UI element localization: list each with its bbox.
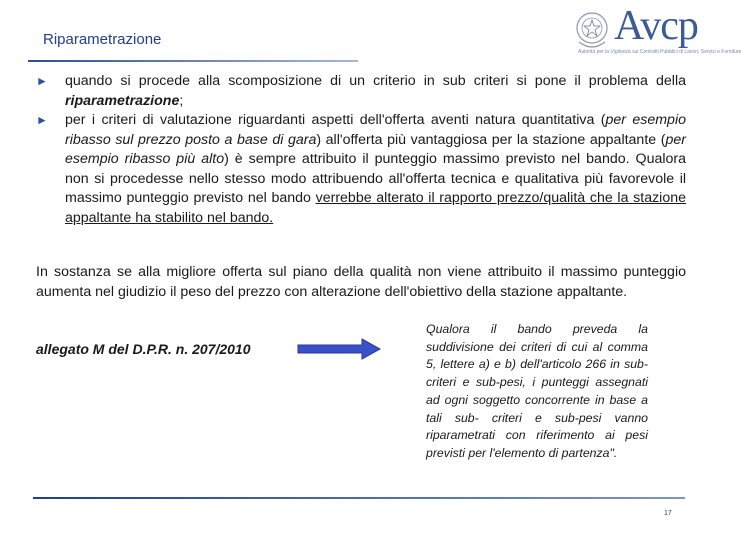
underlined-text: verrebbe alterato il rapporto prezzo/qualità che la stazione appaltante ha stabilito nel bando. xyxy=(65,190,686,226)
page-title: Riparametrazione xyxy=(43,31,162,48)
annex-label: allegato M del D.P.R. n. 207/2010 xyxy=(36,341,251,357)
footer-divider xyxy=(33,497,685,499)
header-divider xyxy=(28,60,358,62)
logo-wordmark: Avcp xyxy=(614,3,698,49)
page-number: 17 xyxy=(664,510,672,517)
avcp-logo xyxy=(574,3,741,60)
logo-subtitle: Autorità per la Vigilanza sui Contratti Pubblici di Lavori, Servizi e Forniture xyxy=(578,49,741,55)
triangle-bullet-icon: ► xyxy=(36,113,48,127)
right-arrow-icon xyxy=(298,337,382,361)
summary-paragraph: In sostanza se alla migliore offerta sul piano della qualità non viene attribuito il massimo punteggio aumenta nel giudizio il peso del prezzo con alterazione dell'obiettivo della stazione appaltante. xyxy=(36,264,686,300)
list-item: ► per i criteri di valutazione riguardanti aspetti dell'offerta aventi natura quantitativa (per esempio ribasso sul prezzo posto a base di gara) all'offerta più vantaggiosa per la stazione appaltante (per esempio ribasso più alto) è sempre attribuito il punteggio massimo previsto nel bando. Qualora non si procedesse nello stesso modo attribuendo all'offerta tecnica e qualitativa più favorevole il massimo punteggio previsto nel bando verrebbe alterato il rapporto prezzo/qualità che la stazione appaltante ha stabilito nel bando. xyxy=(36,112,687,226)
annex-quote: Qualora il bando preveda la suddivisione dei criteri di cui al comma 5, lettere a) e b) dell'articolo 266 in sub-criteri e sub-pesi, i punteggi assegnati ad ogni soggetto concorrente in base a tali sub- criteri e sub-pesi vanno riparametrati con riferimento ai pesi previsti per l'elemento di partenza". xyxy=(426,322,648,460)
list-item: ► quando si procede alla scomposizione di un criterio in sub criteri si pone il problema della riparametrazione; xyxy=(36,73,686,109)
bullet-list xyxy=(36,72,686,228)
triangle-bullet-icon: ► xyxy=(36,74,48,88)
